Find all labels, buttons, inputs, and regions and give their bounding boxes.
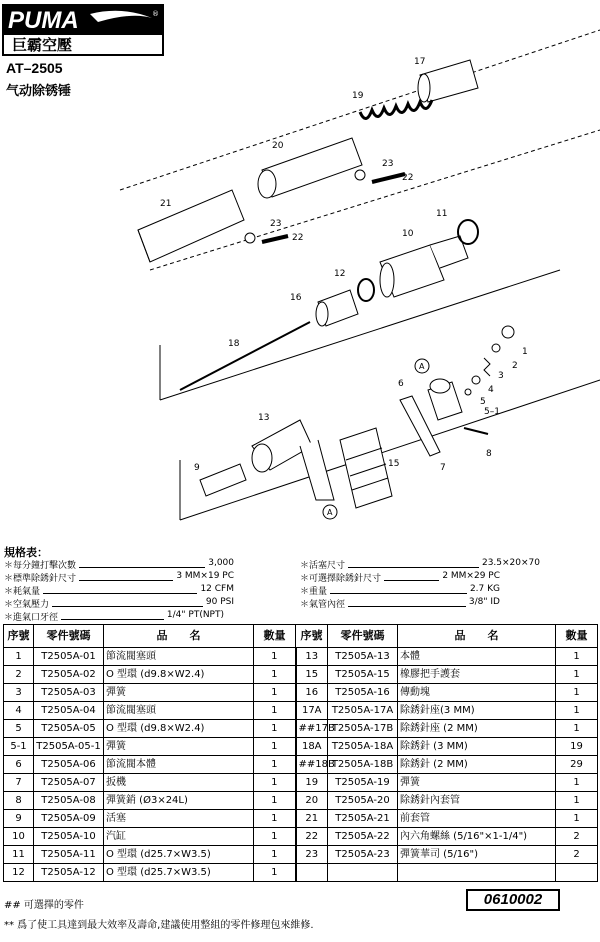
cell-part-name: 節流閥本體	[104, 756, 254, 774]
callout-A-lower: A	[327, 508, 333, 517]
header-qty-left: 數量	[254, 625, 296, 648]
cell-part-name: 彈簧華司 (5/16")	[398, 846, 556, 864]
cell-no: 23	[296, 846, 328, 864]
callout-3: 3	[498, 371, 504, 381]
callout-11: 11	[436, 209, 448, 219]
table-row	[4, 756, 598, 774]
cell-part-name: 活塞	[104, 810, 254, 828]
cell-part-number	[328, 864, 398, 882]
header-name-left: 品 名	[104, 625, 254, 648]
cell-no: 5-1	[4, 738, 34, 756]
cell-part-number: T2505A-18B	[328, 756, 398, 774]
cell-part-number: T2505A-10	[34, 828, 104, 846]
cell-no: 16	[296, 684, 328, 702]
callout-6: 6	[398, 379, 404, 389]
header-no-left: 序號	[4, 625, 34, 648]
callout-23a: 23	[382, 159, 394, 169]
cell-part-number: T2505A-01	[34, 648, 104, 666]
part-22-screw-lower	[262, 236, 288, 242]
cell-part-name: 除銹針 (3 MM)	[398, 738, 556, 756]
part-22-screw-upper	[372, 174, 405, 182]
cell-no: 21	[296, 810, 328, 828]
cell-qty: 1	[556, 774, 598, 792]
part-6-throttle-body	[428, 379, 462, 420]
callout-22b: 22	[292, 233, 304, 243]
cell-qty: 1	[254, 720, 296, 738]
cell-no: 8	[4, 792, 34, 810]
cell-part-name: O 型環 (d25.7×W3.5)	[104, 846, 254, 864]
table-row	[4, 864, 598, 882]
cell-part-number: T2505A-06	[34, 756, 104, 774]
cell-part-name: 本體	[398, 648, 556, 666]
parts-table	[3, 624, 598, 882]
cell-qty	[556, 864, 598, 882]
cell-no: 10	[4, 828, 34, 846]
part-21-front-sleeve	[138, 190, 244, 262]
cell-part-name: O 型環 (d25.7×W3.5)	[104, 864, 254, 882]
cell-qty: 1	[254, 774, 296, 792]
cell-no: 1	[4, 648, 34, 666]
cell-no: 13	[296, 648, 328, 666]
cell-part-number: T2505A-20	[328, 792, 398, 810]
cell-no: 20	[296, 792, 328, 810]
cell-no: 5	[4, 720, 34, 738]
spec-left-0: ＊每分鐘打擊次數 3,000	[4, 558, 234, 571]
part-8-spring-pin	[464, 428, 488, 434]
table-row	[4, 792, 598, 810]
cell-qty: 1	[254, 864, 296, 882]
cell-part-number: T2505A-04	[34, 702, 104, 720]
cell-part-name	[398, 864, 556, 882]
cell-no	[296, 864, 328, 882]
cell-qty: 1	[254, 846, 296, 864]
cell-qty: 1	[556, 684, 598, 702]
cell-no: 6	[4, 756, 34, 774]
model-number: AT–2505	[6, 60, 63, 76]
cell-qty: 1	[556, 666, 598, 684]
spec-title: 規格表：	[4, 546, 48, 559]
cell-qty: 1	[556, 810, 598, 828]
cell-part-number: T2505A-09	[34, 810, 104, 828]
cell-part-name: 傳動塊	[398, 684, 556, 702]
cell-part-name: 橡膠把手護套	[398, 666, 556, 684]
header-qty-right: 數量	[556, 625, 598, 648]
cell-part-name: 彈簧	[398, 774, 556, 792]
callout-13: 13	[258, 413, 270, 423]
spec-right-0: ＊活塞尺寸 23.5×20×70	[300, 558, 540, 571]
cell-no: ##18B	[296, 756, 328, 774]
cell-qty: 1	[254, 756, 296, 774]
cell-no: ##17B	[296, 720, 328, 738]
cell-qty: 19	[556, 738, 598, 756]
cell-qty: 1	[254, 828, 296, 846]
spec-left-4: ＊進氣口牙徑 1/4" PT(NPT)	[4, 610, 224, 623]
cell-qty: 1	[254, 684, 296, 702]
cell-part-number: T2505A-16	[328, 684, 398, 702]
callout-12: 12	[334, 269, 346, 279]
cell-part-name: 扳機	[104, 774, 254, 792]
cell-part-name: 彈簧銷 (Ø3×24L)	[104, 792, 254, 810]
table-row	[4, 774, 598, 792]
document-code: 0610002	[466, 889, 560, 911]
cell-part-number: T2505A-13	[328, 648, 398, 666]
part-23-washer-upper	[355, 170, 365, 180]
table-row	[4, 702, 598, 720]
cell-part-number: T2505A-22	[328, 828, 398, 846]
callout-21: 21	[160, 199, 172, 209]
cell-qty: 2	[556, 846, 598, 864]
header-name-right: 品 名	[398, 625, 556, 648]
spec-left-2: ＊耗氣量 12 CFM	[4, 584, 234, 597]
part-19-spring	[360, 100, 432, 119]
callout-16: 16	[290, 293, 302, 303]
cell-qty: 1	[254, 648, 296, 666]
cell-part-name: 除銹針內套管	[398, 792, 556, 810]
cell-part-number: T2505A-05	[34, 720, 104, 738]
footnote-optional: ## 可選擇的零件	[4, 900, 84, 911]
cell-part-name: 內六角螺絲 (5/16"×1-1/4")	[398, 828, 556, 846]
callout-18: 18	[228, 339, 240, 349]
svg-text:®: ®	[152, 10, 159, 18]
spec-left-1: ＊標準除銹針尺寸 3 MM×19 PC	[4, 571, 234, 584]
table-row	[4, 648, 598, 666]
callout-20: 20	[272, 141, 284, 151]
cell-part-number: T2505A-18A	[328, 738, 398, 756]
cell-part-name: 節流閥塞頭	[104, 702, 254, 720]
callout-17: 17	[414, 57, 426, 67]
footnote-repair-kit: ** 爲了使工具達到最大效率及壽命,建議使用整組的零件修理包來維修.	[4, 920, 314, 931]
cell-part-name: 前套管	[398, 810, 556, 828]
table-row	[4, 828, 598, 846]
callout-7: 7	[440, 463, 446, 473]
callout-1: 1	[522, 347, 528, 357]
cell-no: 12	[4, 864, 34, 882]
part-13-body	[252, 420, 334, 500]
cell-part-number: T2505A-21	[328, 810, 398, 828]
cell-qty: 1	[556, 720, 598, 738]
cell-no: 22	[296, 828, 328, 846]
cell-no: 7	[4, 774, 34, 792]
cell-part-number: T2505A-17A	[328, 702, 398, 720]
cell-no: 17A	[296, 702, 328, 720]
part-16-driver-block	[316, 290, 358, 326]
cell-part-name: 除銹針 (2 MM)	[398, 756, 556, 774]
callout-5-1: 5–1	[484, 407, 500, 417]
part-11-o-ring	[458, 220, 478, 244]
table-header-row	[4, 625, 598, 648]
cell-qty: 1	[254, 702, 296, 720]
header-no-right: 序號	[296, 625, 328, 648]
cell-part-number: T2505A-17B	[328, 720, 398, 738]
table-row	[4, 684, 598, 702]
cell-part-number: T2505A-02	[34, 666, 104, 684]
table-row	[4, 666, 598, 684]
cell-part-name: 彈簧	[104, 684, 254, 702]
cell-no: 2	[4, 666, 34, 684]
cell-part-number: T2505A-19	[328, 774, 398, 792]
callout-23b: 23	[270, 219, 282, 229]
cell-qty: 1	[254, 810, 296, 828]
spec-left-3: ＊空氣壓力 90 PSI	[4, 597, 234, 610]
cell-part-name: 彈簧	[104, 738, 254, 756]
cell-part-number: T2505A-12	[34, 864, 104, 882]
cell-part-number: T2505A-23	[328, 846, 398, 864]
cell-qty: 1	[254, 792, 296, 810]
callout-9: 9	[194, 463, 200, 473]
spec-right-2: ＊重量 2.7 KG	[300, 584, 500, 597]
cell-no: 11	[4, 846, 34, 864]
product-name: 气动除锈锤	[6, 84, 72, 99]
cell-no: 4	[4, 702, 34, 720]
cell-part-name: O 型環 (d9.8×W2.4)	[104, 666, 254, 684]
cell-no: 19	[296, 774, 328, 792]
part-17-needle-holder	[418, 60, 478, 102]
cell-no: 3	[4, 684, 34, 702]
callout-8: 8	[486, 449, 492, 459]
header-part-left: 零件號碼	[34, 625, 104, 648]
brand-chinese: 巨霸空壓	[12, 36, 73, 54]
cell-qty: 1	[556, 702, 598, 720]
part-15-rubber-grip	[340, 428, 392, 508]
spec-right-3: ＊氣管內徑 3/8" ID	[300, 597, 500, 610]
part-18-needle	[180, 322, 310, 390]
cell-qty: 29	[556, 756, 598, 774]
callout-5: 5	[480, 397, 486, 407]
table-row	[4, 846, 598, 864]
part-12-o-ring	[358, 279, 374, 301]
brand-name: PUMA	[8, 7, 79, 34]
cell-qty: 1	[556, 648, 598, 666]
cell-part-number: T2505A-03	[34, 684, 104, 702]
callout-19: 19	[352, 91, 364, 101]
spec-right-1: ＊可選擇除銹針尺寸 2 MM×29 PC	[300, 571, 500, 584]
callout-A-upper: A	[419, 362, 425, 371]
callout-2: 2	[512, 361, 518, 371]
part-9-piston	[200, 464, 246, 496]
cell-qty: 1	[254, 738, 296, 756]
cell-part-number: T2505A-08	[34, 792, 104, 810]
table-row	[4, 720, 598, 738]
callout-15: 15	[388, 459, 400, 469]
cell-no: 15	[296, 666, 328, 684]
cell-qty: 1	[556, 792, 598, 810]
cell-part-name: 汽缸	[104, 828, 254, 846]
cell-part-name: O 型環 (d9.8×W2.4)	[104, 720, 254, 738]
cell-qty: 2	[556, 828, 598, 846]
cell-no: 18A	[296, 738, 328, 756]
cell-qty: 1	[254, 666, 296, 684]
callout-22a: 22	[402, 173, 414, 183]
part-10-cylinder	[380, 236, 468, 297]
cell-part-number: T2505A-11	[34, 846, 104, 864]
table-row	[4, 738, 598, 756]
cell-no: 9	[4, 810, 34, 828]
callout-10: 10	[402, 229, 414, 239]
callout-4: 4	[488, 385, 494, 395]
cell-part-number: T2505A-05-1	[34, 738, 104, 756]
header-part-right: 零件號碼	[328, 625, 398, 648]
cell-part-name: 除銹針座(3 MM)	[398, 702, 556, 720]
cell-part-name: 除銹針座 (2 MM)	[398, 720, 556, 738]
part-23-washer-lower	[245, 233, 255, 243]
table-row	[4, 810, 598, 828]
cell-part-number: T2505A-15	[328, 666, 398, 684]
cell-part-number: T2505A-07	[34, 774, 104, 792]
cell-part-name: 節流閥塞頭	[104, 648, 254, 666]
